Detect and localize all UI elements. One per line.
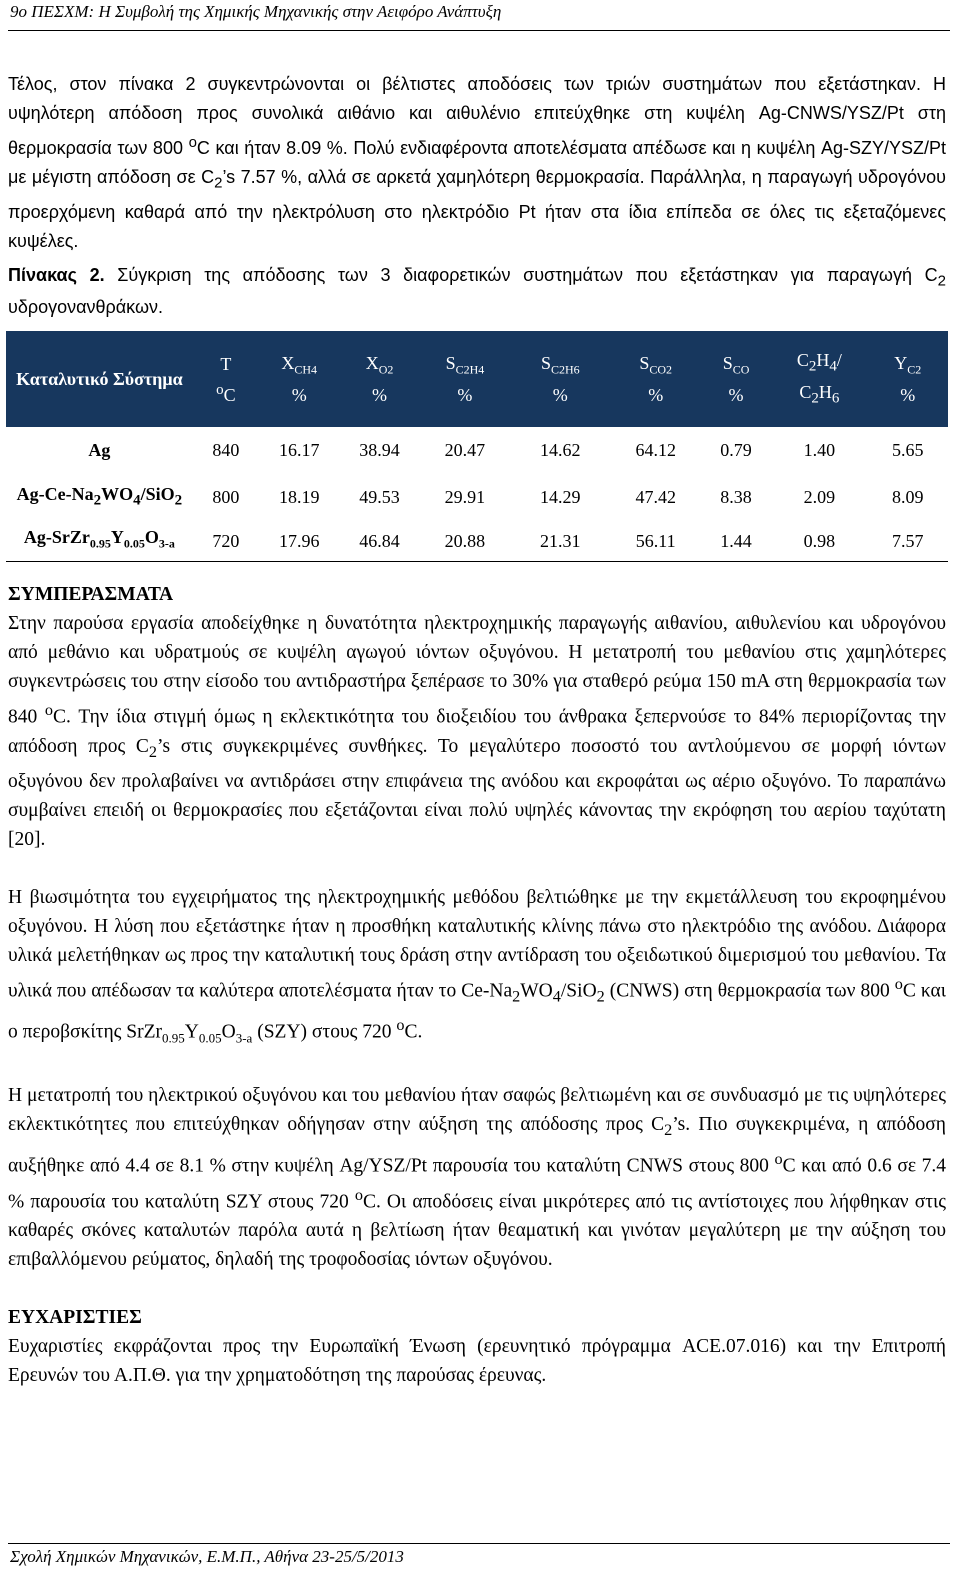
cell-xch4: 18.19 xyxy=(278,487,320,508)
cell-sc2h4: 29.91 xyxy=(444,487,486,508)
cell-sco2: 56.11 xyxy=(611,521,701,562)
running-footer xyxy=(10,1547,404,1567)
conclusions-paragraph-2: Η βιωσιμότητα του εγχειρήματος της ηλεκτροχημικής μεθόδου βελτιώθηκε με την εκμετάλλευση του εκροφημένου οξυγόνου. Η λύση που εξετάστηκε ήταν η προσθήκη καταλυτικής κλίνης πάνω στο ηλεκτρόδιο της ανόδου. Διάφορα υλικά μελετήθηκαν ως προς την καταλυτική τους δράση στην αντίδραση του οξειδωτικού διμερισμού του μεθανίου. Τα υλικά που απέδωσαν τα καλύτερα αποτελέσματα ήταν το $Ce-Na_2WO_4/SiO_2$ (CNWS) στη θερμοκρασία των 800 $^o$C και ο περοβσκίτης $SrZr_{0.95}Y_{0.05}O_{3-a}$ (SZY) στους 720 $^o$C. xyxy=(8,886,947,1046)
acknowledgments-paragraph: Ευχαριστίες εκφράζονται προς την Ευρωπαϊκή Ένωση (ερευνητικό πρόγραμμα ACE.07.016) και την Επιτροπή Ερευνών του Α.Π.Θ. για την χρηματοδότηση της παρούσας έρευνας. xyxy=(8,1336,946,1387)
results-table xyxy=(6,331,948,562)
page-content xyxy=(8,70,946,1390)
table-row xyxy=(6,427,948,474)
cell-ratio: 1.40 xyxy=(803,440,836,461)
cell-sc2h4: 20.88 xyxy=(420,521,510,562)
table-header-row xyxy=(6,331,948,427)
col-sc2h6: $S_{C2H6}$ % xyxy=(540,352,580,406)
cell-xch4: 16.17 xyxy=(278,440,320,461)
cell-t: 840 xyxy=(212,440,240,461)
cell-sc2h4: 20.47 xyxy=(444,440,486,461)
cell-ratio: 2.09 xyxy=(803,487,836,508)
col-system: Καταλυτικό Σύστημα xyxy=(16,369,183,390)
conclusions-paragraph-1: Στην παρούσα εργασία αποδείχθηκε η δυνατότητα ηλεκτροχημικής παραγωγής αιθανίου, αιθυλενίου και υδρογόνου από μεθάνιο και υδρατμούς σε κυψέλη αγωγού ιόντων οξυγόνου. Η μετατροπή του μεθανίου στις χαμηλότερες συγκεντρώσεις του στην είσοδο του αντιδραστήρα ξεπέρασε το 30% για σταθερό ρεύμα 150 mA στη θερμοκρασία των 840 $^o$C. Την ίδια στιγμή όμως η εκλεκτικότητα του διοξειδίου του άνθρακα ξεπερνούσε το 84% περιορίζοντας την απόδοση προς $C_2’s$ στις συγκεκριμένες συνθήκες. Το μεγαλύτερο ποσοστό του αντλούμενου σε μορφή ιόντων οξυγόνου δεν προλαβαίνει να αντιδράσει στην επιφάνεια της ανόδου και εκροφάται ως αέριο οξυγόνο. Το παραπάνω συμβαίνει επειδή οι θερμοκρασίες που εξετάζονται είναι πολύ υψηλές κάνοντας την εκρόφηση του αερίου ταχύτατη [20]. xyxy=(8,613,946,850)
table-caption-label: Πίνακας 2. xyxy=(8,264,105,285)
cell-sc2h6: 14.62 xyxy=(540,440,581,461)
cell-sc2h6: 14.29 xyxy=(540,487,581,508)
cell-system: $Ag-Ce-Na_2WO_4/SiO_2$ xyxy=(16,483,183,509)
col-temperature: T $^o$C xyxy=(216,353,236,405)
cell-ratio: 0.98 xyxy=(771,521,867,562)
cell-system: Ag xyxy=(88,440,111,461)
cell-sco: 8.38 xyxy=(720,487,752,508)
cell-t: 720 xyxy=(193,521,259,562)
col-sco2: $S_{CO2}$ % xyxy=(639,352,673,406)
conclusions-paragraph-3: Η μετατροπή του ηλεκτρικού οξυγόνου και του μεθανίου ήταν σαφώς βελτιωμένη και σε συνδυασμό με τις υψηλότερες εκλεκτικότητες που επιτεύχθηκαν οδήγησαν στην αύξηση της απόδοσης προς $C_2’s$. Πιο συγκεκριμένα, η απόδοση αυξήθηκε από 4.4 σε 8.1 % στην κυψέλη Ag/YSZ/Pt παρουσία του καταλύτη CNWS στους 800 $^o$C και από 0.6 σε 7.4 % παρουσία του καταλύτη SZY στους 720 $^o$C. Οι αποδόσεις είναι μικρότερες από τις αντίστοιχες που λήφθηκαν στις καθαρές σκόνες καταλυτών παρόλα αυτά η βελτίωση ήταν θεαματική και γινόταν μεγαλύτερη με την αύξηση του επιβαλλόμενου ρεύματος, δηλαδή της τροφοδοσίας ιόντων οξυγόνου. xyxy=(8,1085,947,1271)
cell-xo2: 49.53 xyxy=(359,487,400,508)
cell-yc2: 8.09 xyxy=(892,487,924,508)
header-text: 9ο ΠΕΣΧΜ: Η Συμβολή της Χημικής Μηχανικής στην Αειφόρο Ανάπτυξη xyxy=(10,2,502,21)
table-row xyxy=(6,474,948,521)
cell-sco: 1.44 xyxy=(701,521,771,562)
cell-sco: 0.79 xyxy=(720,440,752,461)
cell-xo2: 38.94 xyxy=(359,440,400,461)
col-xch4: $X_{CH4}$ % xyxy=(281,352,318,406)
running-header xyxy=(10,2,950,22)
cell-xch4: 17.96 xyxy=(259,521,339,562)
col-yc2: $Y_{C2}$ % xyxy=(894,352,922,406)
cell-t: 800 xyxy=(212,487,240,508)
col-xo2: $X_{O2}$ % xyxy=(365,352,394,406)
cell-yc2: 7.57 xyxy=(868,521,948,562)
header-rule xyxy=(8,30,950,31)
conclusions-heading: ΣΥΜΠΕΡΑΣΜΑΤΑ xyxy=(8,584,174,606)
acknowledgments-heading: ΕΥΧΑΡΙΣΤΙΕΣ xyxy=(8,1307,142,1329)
footer-rule xyxy=(8,1543,950,1544)
col-sc2h4: $S_{C2H4}$ % xyxy=(445,352,485,406)
col-sco: $S_{CO}$ % xyxy=(722,352,750,406)
col-c2h4-c2h6-ratio: $C_2H_4/$ $C_2H_6$ xyxy=(796,349,842,407)
cell-sco2: 64.12 xyxy=(635,440,676,461)
table-row xyxy=(6,521,948,562)
footer-text: Σχολή Χημικών Μηχανικών, Ε.Μ.Π., Αθήνα 23-25/5/2013 xyxy=(10,1547,404,1566)
intro-paragraph: Τέλος, στον πίνακα 2 συγκεντρώνονται οι βέλτιστες αποδόσεις των τριών συστημάτων που εξετάστηκαν. Η υψηλότερη απόδοση προς συνολικά αιθάνιο και αιθυλένιο επιτεύχθηκε στη κυψέλη Ag-CNWS/YSZ/Pt στη θερμοκρασία των 800 $^o$C και ήταν 8.09 %. Πολύ ενδιαφέροντα αποτελέσματα απέδωσε και η κυψέλη Ag-SZY/YSZ/Pt με μέγιστη απόδοση σε $C_2’s$ 7.57 %, αλλά σε αρκετά χαμηλότερη θερμοκρασία. Παράλληλα, η παραγωγή υδρογόνου προερχόμενη καθαρά από την ηλεκτρόλυση στο ηλεκτρόδιο Pt ήταν στα ίδια επίπεδα σε όλες τις εξεταζόμενες κυψέλες. xyxy=(8,74,946,251)
cell-xo2: 46.84 xyxy=(339,521,419,562)
cell-sc2h6: 21.31 xyxy=(510,521,610,562)
cell-system: $Ag-SrZr_{0.95}Y_{0.05}O_{3-a}$ xyxy=(6,521,193,562)
cell-yc2: 5.65 xyxy=(892,440,924,461)
table-caption: Πίνακας 2. Σύγκριση της απόδοσης των 3 διαφορετικών συστημάτων που εξετάστηκαν για παραγωγή $C_2$ υδρογονανθράκων. xyxy=(8,264,946,318)
cell-sco2: 47.42 xyxy=(635,487,676,508)
